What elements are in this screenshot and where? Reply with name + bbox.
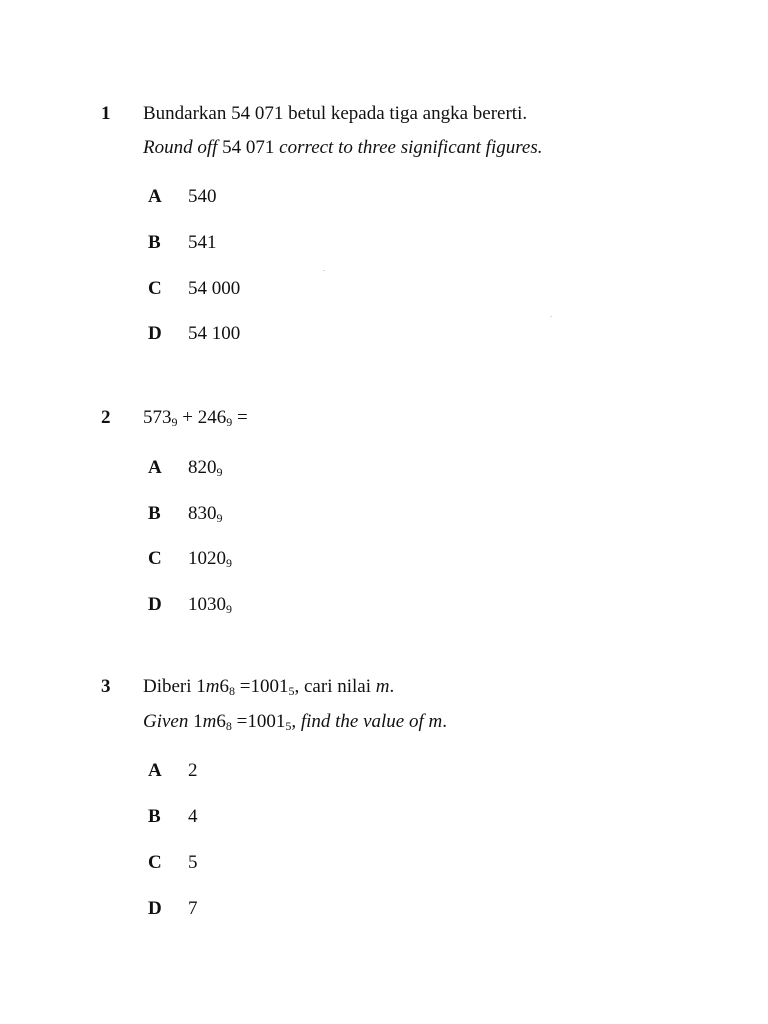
option-letter: C (148, 852, 162, 873)
base-subscript: 8 (225, 719, 232, 733)
option-letter: A (148, 457, 162, 478)
equals-sign: = (232, 407, 248, 428)
value-number: 830 (188, 503, 217, 524)
option-value (188, 548, 232, 570)
text: . (442, 711, 448, 732)
option-letter: C (148, 278, 162, 299)
option-a[interactable] (148, 760, 348, 782)
option-value (188, 503, 223, 525)
option-letter: D (148, 898, 162, 919)
english-number: 54 071 (217, 137, 280, 158)
option-value: 5 (188, 852, 198, 873)
option-a[interactable] (148, 186, 348, 208)
value-number: 820 (188, 457, 217, 478)
base-subscript: 5 (285, 719, 292, 733)
option-c[interactable] (148, 852, 348, 874)
option-b[interactable] (148, 503, 348, 525)
option-d[interactable] (148, 898, 348, 920)
option-b[interactable] (148, 232, 348, 254)
base-subscript: 9 (226, 556, 232, 570)
variable-m: m (202, 711, 217, 732)
english-part: correct to three significant figures. (279, 137, 543, 158)
equation: =1001 (231, 711, 286, 732)
english-part: Round off (143, 137, 218, 158)
question-text-english (143, 711, 447, 733)
option-value: 54 000 (188, 278, 241, 299)
text: . (389, 676, 395, 697)
value-number: 1020 (188, 548, 226, 569)
option-value (188, 457, 223, 479)
option-letter: A (148, 186, 162, 207)
value-number: 1030 (188, 594, 226, 615)
base-subscript: 9 (226, 415, 233, 429)
option-d[interactable] (148, 323, 348, 345)
text: Given (143, 711, 194, 732)
operator: + (177, 407, 198, 428)
base-subscript: 5 (288, 684, 295, 698)
scan-speck (550, 316, 552, 317)
option-value: 540 (188, 186, 217, 207)
option-b[interactable] (148, 806, 348, 828)
digit: 1 (193, 711, 203, 732)
text: Diberi (143, 676, 197, 697)
option-letter: B (148, 232, 161, 253)
text: , find the value of (291, 711, 429, 732)
base-subscript: 9 (171, 415, 178, 429)
variable-m: m (205, 676, 220, 697)
variable-m: m (375, 676, 390, 697)
question-number: 1 (101, 103, 111, 124)
scan-speck (323, 270, 325, 271)
option-letter: B (148, 806, 161, 827)
option-letter: D (148, 594, 162, 615)
option-value (188, 594, 232, 616)
option-letter: B (148, 503, 161, 524)
base-subscript: 9 (216, 465, 223, 479)
option-letter: A (148, 760, 162, 781)
digit: 1 (196, 676, 206, 697)
equation: =1001 (235, 676, 289, 697)
option-c[interactable] (148, 278, 348, 300)
base-subscript: 9 (226, 602, 232, 616)
question-number: 2 (101, 407, 111, 428)
question-text-malay (143, 676, 394, 698)
option-letter: C (148, 548, 162, 569)
digit: 6 (216, 711, 226, 732)
option-c[interactable] (148, 548, 348, 570)
option-value: 7 (188, 898, 198, 919)
variable-m: m (428, 711, 443, 732)
option-letter: D (148, 323, 162, 344)
option-value: 4 (188, 806, 198, 827)
option-d[interactable] (148, 594, 348, 616)
text: , cari nilai (294, 676, 376, 697)
question-text-english (143, 137, 543, 159)
question-number: 3 (101, 676, 111, 697)
option-value: 54 100 (188, 323, 241, 344)
option-value: 2 (188, 760, 198, 781)
question-text-malay: Bundarkan 54 071 betul kepada tiga angka bererti. (143, 103, 528, 124)
base-subscript: 9 (216, 511, 223, 525)
question-expression (143, 407, 248, 429)
option-value: 541 (188, 232, 217, 253)
term: 573 (143, 407, 172, 428)
base-subscript: 8 (229, 684, 236, 698)
option-a[interactable] (148, 457, 348, 479)
digit: 6 (219, 676, 230, 697)
term: 246 (197, 407, 227, 428)
